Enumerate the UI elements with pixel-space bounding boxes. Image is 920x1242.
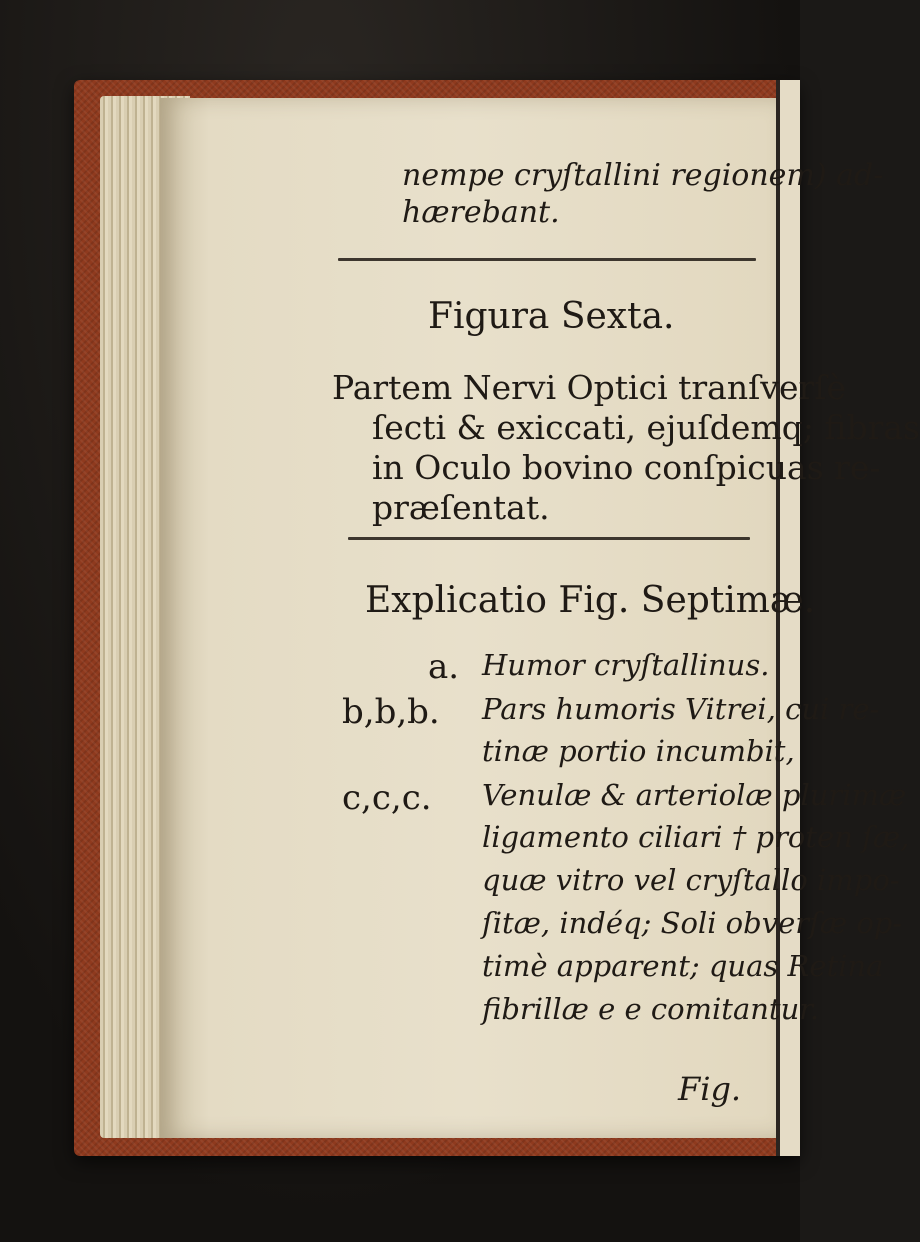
entry-a-label: a.	[428, 647, 460, 687]
entry-c-line-6: fibrillæ e e comitantur.	[482, 992, 820, 1026]
catchword: Fig.	[678, 1070, 742, 1108]
entry-b-line-1: Pars humoris Vitrei, cui re-	[482, 692, 880, 726]
entry-b-line-2: tinæ portio incumbit,	[482, 734, 795, 768]
entry-c-label: c,c,c.	[342, 778, 432, 818]
explication-heading: Explicatio Fig. Septimæ.	[365, 580, 816, 621]
entry-c-line-2: ligamento ciliari † proten ſæ,	[482, 820, 910, 854]
divider-rule-top	[338, 258, 756, 261]
section-title: Figura Sexta.	[428, 296, 675, 337]
body-line-1: Partem Nervi Optici tranſverſè	[332, 368, 846, 407]
entry-a-line-1: Humor cryſtallinus.	[482, 648, 770, 682]
divider-rule-middle	[348, 537, 750, 540]
entry-c-line-3: quæ vitro vel cryſtallo impo-	[482, 863, 900, 897]
entry-b-label: b,b,b.	[342, 692, 440, 732]
top-fragment-line-1: nempe cryſtallini regionem) ad-	[402, 158, 884, 193]
body-line-2: ſecti & exiccati, ejuſdemq; fibras	[372, 408, 920, 447]
entry-c-line-4: ſitæ, indéq; Soli obverſæ op-	[482, 906, 903, 940]
top-fragment-line-2: hærebant.	[402, 195, 560, 230]
body-line-4: præſentat.	[372, 488, 550, 527]
entry-c-line-1: Venulæ & arteriolæ plurimæ	[482, 778, 907, 812]
entry-c-line-5: timè apparent; quas Retina	[482, 949, 884, 983]
body-line-3: in Oculo bovino conſpicuas re-	[372, 448, 881, 487]
